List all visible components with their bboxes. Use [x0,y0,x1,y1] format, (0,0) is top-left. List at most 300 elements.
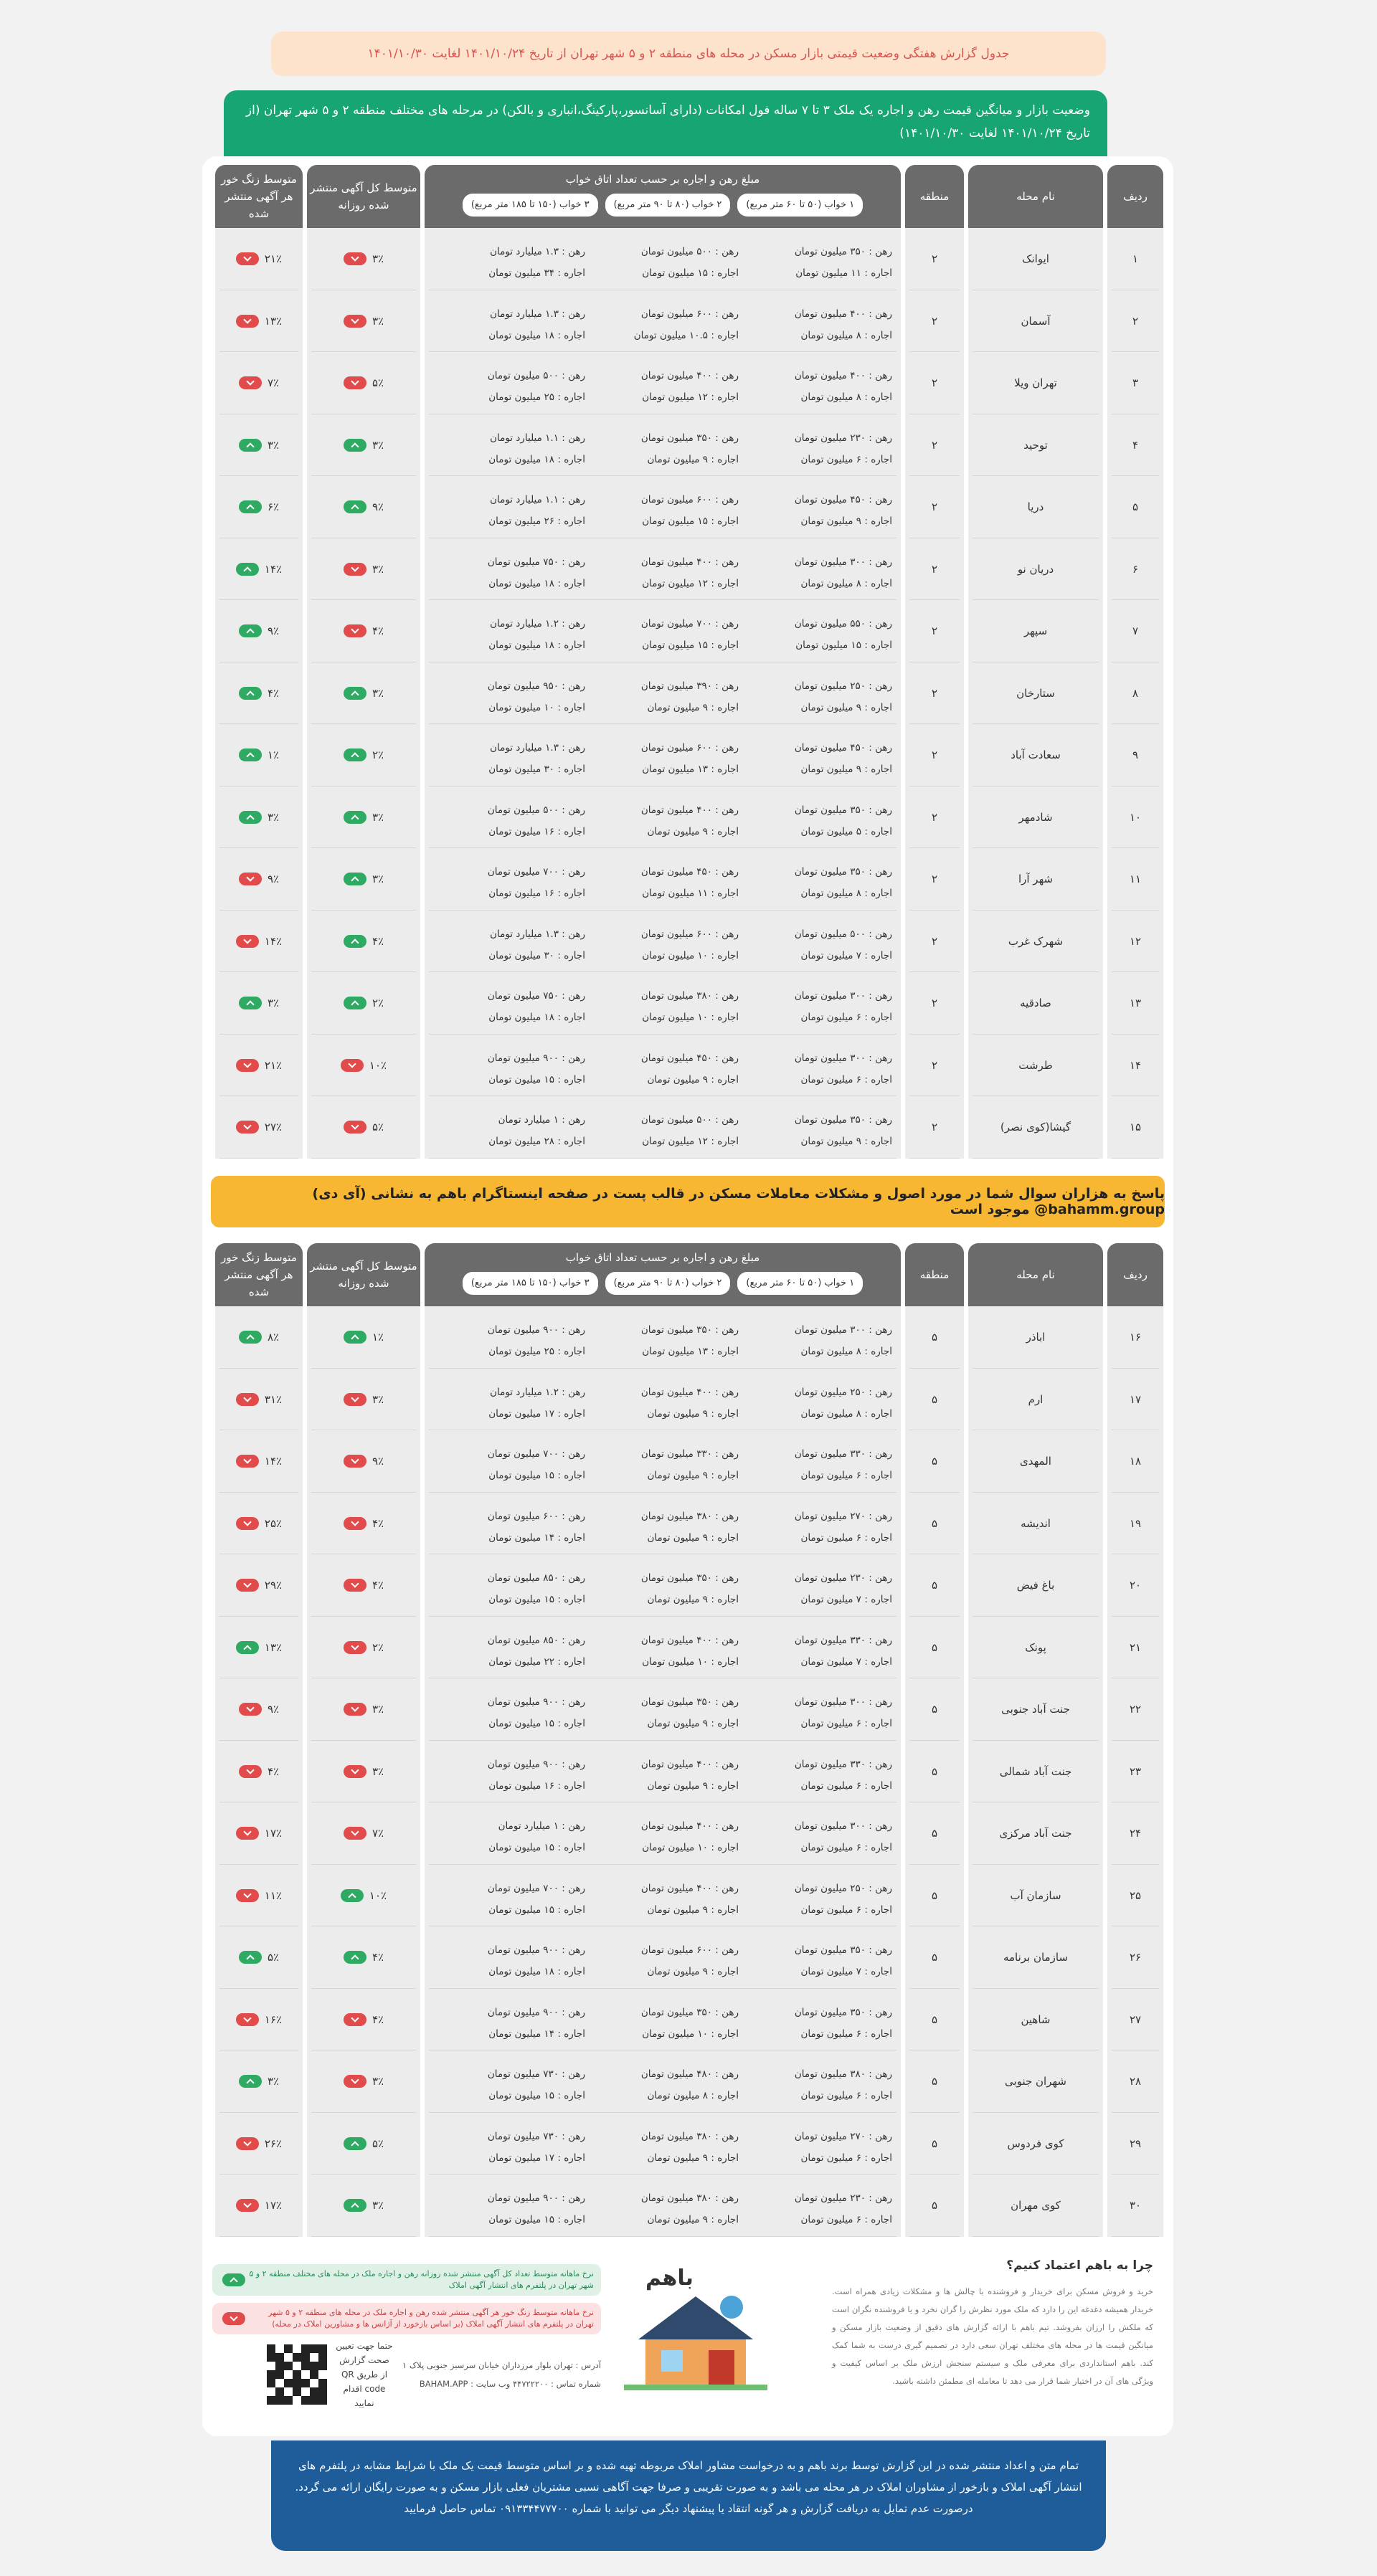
table-row [215,538,1163,601]
down-arrow-icon [236,2199,259,2212]
rent-value: اجاره : ۱۰ میلیون تومان [642,949,739,961]
calls-per-ad-cell [215,1926,303,1989]
region-number: ۵ [905,2050,964,2113]
up-arrow-icon [239,624,262,637]
mortgage-value: رهن : ۳۵۰ میلیون تومان [640,1324,739,1336]
rent-value: اجاره : ۱۶ میلیون تومان [488,825,585,837]
rent-value: اجاره : ۹ میلیون تومان [647,825,739,837]
mortgage-value: رهن : ۲۳۰ میلیون تومان [794,2192,892,2204]
daily-ads-percent: ۴٪ [372,1579,384,1592]
rent-value: اجاره : ۱۸ میلیون تومان [488,577,585,589]
mortgage-value: رهن : ۳۵۰ میلیون تومان [794,1944,892,1956]
mortgage-value: رهن : ۵۰۰ میلیون تومان [640,1114,739,1126]
mortgage-value: رهن : ۴۰۰ میلیون تومان [640,1386,739,1398]
mortgage-value: رهن : ۸۵۰ میلیون تومان [487,1634,585,1646]
bedroom-pills [463,194,863,217]
brand-logo: باهم [645,2266,694,2291]
daily-ads-cell [307,2050,420,2113]
calls-per-ad-percent: ۹٪ [267,624,280,638]
up-arrow-icon [344,873,366,885]
table-region-5 [215,1243,1163,2237]
down-arrow-icon [236,935,259,948]
calls-per-ad-percent: ۱۳٪ [264,1640,283,1654]
pill-three-bedroom: ۳ خواب (۱۵۰ تا ۱۸۵ متر مربع) [463,194,598,217]
legend-calls-per-ad-text: نرخ ماهانه متوسط زنگ خور هر آگهی منتشر شده رهن و اجاره ملک در محله های منطقه ۲ و ۵ شهر تهران در پلتفرم های انتشار آگهی املاک (بر اساس بازخورد از آژانس ها و مشاورین املاک در محله) [268,2308,594,2329]
table-row [215,972,1163,1035]
price-cell [425,724,901,786]
table-row [215,1741,1163,1803]
neighborhood-name: ستارخان [968,662,1103,725]
row-number: ۲۸ [1107,2050,1163,2113]
price-one-bedroom [742,303,892,346]
calls-per-ad-cell [215,2175,303,2237]
table-row [215,2175,1163,2237]
daily-ads-cell [307,2113,420,2175]
table-row [215,724,1163,786]
calls-per-ad-percent: ۷٪ [267,376,280,390]
daily-ads-cell [307,662,420,725]
calls-per-ad-percent: ۲۹٪ [264,1579,283,1592]
calls-per-ad-percent: ۳٪ [267,438,280,452]
price-two-bedroom [588,1047,739,1090]
calls-per-ad-cell [215,1802,303,1865]
rent-value: اجاره : ۹ میلیون تومان [800,1136,892,1147]
row-number: ۱۶ [1107,1306,1163,1369]
daily-ads-percent: ۵٪ [372,2137,384,2150]
down-arrow-icon [344,1827,366,1840]
mortgage-value: رهن : ۳۰۰ میلیون تومان [794,1324,892,1336]
rent-value: اجاره : ۸ میلیون تومان [800,1407,892,1420]
down-arrow-icon [344,315,366,328]
mortgage-value: رهن : ۴۵۰ میلیون تومان [640,866,739,878]
header-price-title: مبلغ رهن و اجاره بر حسب تعداد اتاق خواب [565,1251,760,1264]
up-arrow-icon [222,2273,245,2286]
mortgage-value: رهن : ۱ میلیارد تومان [498,1820,585,1832]
mortgage-value: رهن : ۲۳۰ میلیون تومان [794,1572,892,1584]
neighborhood-name: شهران جنوبی [968,2050,1103,2113]
mortgage-value: رهن : ۷۰۰ میلیون تومان [487,1448,585,1460]
daily-ads-cell [307,848,420,911]
row-number: ۱ [1107,228,1163,290]
daily-ads-cell [307,1369,420,1431]
rent-value: اجاره : ۲۵ میلیون تومان [488,1346,585,1357]
region-number: ۲ [905,786,964,849]
mortgage-value: رهن : ۵۵۰ میلیون تومان [794,618,892,629]
neighborhood-name: اندیشه [968,1493,1103,1555]
calls-per-ad-cell [215,352,303,414]
rent-value: اجاره : ۷ میلیون تومان [800,1594,892,1605]
rent-value: اجاره : ۹ میلیون تومان [800,701,892,713]
rent-value: اجاره : ۹ میلیون تومان [647,1779,739,1792]
up-arrow-icon [239,439,262,452]
neighborhood-name: اباذر [968,1306,1103,1369]
mortgage-value: رهن : ۲۷۰ میلیون تومان [794,1510,892,1522]
calls-per-ad-cell [215,290,303,353]
down-arrow-icon [344,252,366,265]
daily-ads-cell [307,538,420,601]
down-arrow-icon [236,1517,259,1530]
price-two-bedroom [588,675,739,718]
region-number: ۵ [905,1678,964,1741]
row-number: ۱۹ [1107,1493,1163,1555]
table-row [215,1989,1163,2051]
price-two-bedroom [588,1443,739,1486]
rent-value: اجاره : ۱۵ میلیون تومان [488,1073,585,1085]
down-arrow-icon [236,1827,259,1840]
row-number: ۲۱ [1107,1617,1163,1679]
daily-ads-percent: ۹٪ [372,500,384,514]
calls-per-ad-cell [215,1493,303,1555]
neighborhood-name: شهر آرا [968,848,1103,911]
price-cell [425,1989,901,2051]
mortgage-value: رهن : ۳۳۰ میلیون تومان [794,1448,892,1460]
price-one-bedroom [742,799,892,842]
mortgage-value: رهن : ۳۰۰ میلیون تومان [794,1052,892,1064]
calls-per-ad-cell [215,724,303,786]
mortgage-value: رهن : ۴۸۰ میلیون تومان [640,2068,739,2080]
price-cell [425,538,901,601]
daily-ads-cell [307,1989,420,2051]
down-arrow-icon [344,563,366,576]
rent-value: اجاره : ۱۳ میلیون تومان [642,764,739,775]
mortgage-value: رهن : ۴۰۰ میلیون تومان [640,1758,739,1770]
up-arrow-icon [344,439,366,452]
mortgage-value: رهن : ۹۰۰ میلیون تومان [487,1324,585,1336]
price-three-bedroom [435,489,585,532]
price-one-bedroom [742,1754,892,1797]
mortgage-value: رهن : ۳۵۰ میلیون تومان [794,246,892,257]
region-number: ۲ [905,662,964,725]
rent-value: اجاره : ۶ میلیون تومان [800,1531,892,1544]
mortgage-value: رهن : ۷۳۰ میلیون تومان [487,2130,585,2142]
price-cell [425,1741,901,1803]
price-one-bedroom [742,1382,892,1425]
price-one-bedroom [742,241,892,284]
daily-ads-cell [307,352,420,414]
contact-block [212,2343,601,2406]
rent-value: اجاره : ۸ میلیون تومان [800,1346,892,1357]
mortgage-value: رهن : ۳۳۰ میلیون تومان [640,1448,739,1460]
rent-value: اجاره : ۱۱ میلیون تومان [642,888,739,899]
calls-per-ad-cell [215,1865,303,1927]
price-cell [425,848,901,911]
daily-ads-percent: ۳٪ [372,1392,384,1406]
daily-ads-cell [307,724,420,786]
price-two-bedroom [588,737,739,780]
rent-value: اجاره : ۱۱ میلیون تومان [795,267,892,279]
down-arrow-icon [236,2137,259,2150]
rent-value: اجاره : ۲۲ میلیون تومان [488,1655,585,1668]
mortgage-value: رهن : ۳۵۰ میلیون تومان [794,866,892,878]
price-three-bedroom [435,2126,585,2169]
up-arrow-icon [344,1951,366,1964]
up-arrow-icon [239,1331,262,1344]
daily-ads-cell [307,476,420,538]
up-arrow-icon [341,1889,364,1902]
rent-value: اجاره : ۹ میلیون تومان [647,1470,739,1481]
rent-value: اجاره : ۷ میلیون تومان [800,949,892,961]
rent-value: اجاره : ۱۸ میلیون تومان [488,453,585,465]
region-number: ۵ [905,1617,964,1679]
daily-ads-cell [307,1306,420,1369]
daily-ads-cell [307,1865,420,1927]
price-one-bedroom [742,489,892,532]
qr-code[interactable] [267,2344,327,2405]
table-row [215,1306,1163,1369]
mortgage-value: رهن : ۴۰۰ میلیون تومان [640,1820,739,1832]
price-two-bedroom [588,2187,739,2230]
price-three-bedroom [435,303,585,346]
calls-per-ad-percent: ۲۵٪ [264,1516,283,1530]
daily-ads-percent: ۲٪ [372,748,384,762]
daily-ads-cell [307,290,420,353]
daily-ads-percent: ۳٪ [372,2199,384,2213]
header-row-number: ردیف [1107,1243,1163,1306]
price-three-bedroom [435,2002,585,2045]
mortgage-value: رهن : ۳۹۰ میلیون تومان [640,680,739,692]
price-three-bedroom [435,1630,585,1673]
daily-ads-cell [307,2175,420,2237]
daily-ads-percent: ۳٪ [372,686,384,700]
price-cell [425,476,901,538]
region-number: ۵ [905,1865,964,1927]
daily-ads-percent: ۴٪ [372,2012,384,2026]
up-arrow-icon [236,563,259,576]
neighborhood-name: کوی مهران [968,2175,1103,2237]
calls-per-ad-cell [215,1741,303,1803]
neighborhood-name: جنت آباد جنوبی [968,1678,1103,1741]
mortgage-value: رهن : ۴۰۰ میلیون تومان [640,804,739,816]
neighborhood-name: شهرک غرب [968,911,1103,973]
price-three-bedroom [435,427,585,470]
row-number: ۱۷ [1107,1369,1163,1431]
mortgage-value: رهن : ۳۸۰ میلیون تومان [640,990,739,1002]
rent-value: اجاره : ۱۶ میلیون تومان [488,888,585,899]
rent-value: اجاره : ۹ میلیون تومان [647,453,739,465]
price-two-bedroom [588,365,739,408]
table-row [215,2050,1163,2113]
calls-per-ad-percent: ۱۷٪ [264,1827,283,1840]
daily-ads-percent: ۴٪ [372,1516,384,1530]
rent-value: اجاره : ۲۸ میلیون تومان [488,1136,585,1147]
table-region-2 [215,165,1163,1159]
region-number: ۲ [905,414,964,477]
row-number: ۲۷ [1107,1989,1163,2051]
region-number: ۵ [905,1369,964,1431]
daily-ads-percent: ۲٪ [372,997,384,1010]
row-number: ۷ [1107,600,1163,662]
price-two-bedroom [588,303,739,346]
rent-value: اجاره : ۳۰ میلیون تومان [488,764,585,775]
price-two-bedroom [588,923,739,966]
calls-per-ad-percent: ۱۴٪ [264,562,283,576]
down-arrow-icon [236,1579,259,1592]
table-row [215,848,1163,911]
price-two-bedroom [588,427,739,470]
price-one-bedroom [742,365,892,408]
neighborhood-name: سازمان آب [968,1865,1103,1927]
mortgage-value: رهن : ۵۰۰ میلیون تومان [487,370,585,381]
mortgage-value: رهن : ۴۵۰ میلیون تومان [640,1052,739,1064]
rent-value: اجاره : ۶ میلیون تومان [800,1842,892,1853]
price-cell [425,2113,901,2175]
calls-per-ad-percent: ۱۱٪ [264,1888,283,1902]
rent-value: اجاره : ۱۵ میلیون تومان [488,1842,585,1853]
neighborhood-name: ارم [968,1369,1103,1431]
price-three-bedroom [435,1506,585,1549]
price-one-bedroom [742,861,892,904]
qr-instructions: حتما جهت تعیین صحت گزارش از طریق QR code اقدام نمایید [336,2341,393,2408]
rent-value: اجاره : ۱۰ میلیون تومان [642,1012,739,1023]
mortgage-value: رهن : ۶۰۰ میلیون تومان [640,1944,739,1956]
up-arrow-icon [344,748,366,761]
price-cell [425,414,901,477]
mortgage-value: رهن : ۹۰۰ میلیون تومان [487,2192,585,2204]
mortgage-value: رهن : ۸۵۰ میلیون تومان [487,1572,585,1584]
rent-value: اجاره : ۱۰ میلیون تومان [642,1842,739,1853]
table-row [215,1802,1163,1865]
calls-per-ad-percent: ۱۴٪ [264,1455,283,1468]
price-three-bedroom [435,1567,585,1610]
mortgage-value: رهن : ۳۸۰ میلیون تومان [640,2192,739,2204]
daily-ads-cell [307,1741,420,1803]
header-row-number: ردیف [1107,165,1163,228]
up-arrow-icon [239,1951,262,1964]
rent-value: اجاره : ۹ میلیون تومان [647,2214,739,2225]
daily-ads-percent: ۳٪ [372,1703,384,1716]
down-arrow-icon [236,1393,259,1406]
calls-per-ad-percent: ۶٪ [267,500,280,514]
row-number: ۳ [1107,352,1163,414]
region-number: ۵ [905,1926,964,1989]
mortgage-value: رهن : ۱ میلیارد تومان [498,1114,585,1126]
price-cell [425,2175,901,2237]
down-arrow-icon [239,1765,262,1778]
mortgage-value: رهن : ۷۵۰ میلیون تومان [487,556,585,568]
rent-value: اجاره : ۷ میلیون تومان [800,1966,892,1977]
row-number: ۱۸ [1107,1430,1163,1493]
region-number: ۵ [905,1554,964,1617]
mortgage-value: رهن : ۱.۳ میلیارد تومان [490,308,585,320]
rent-value: اجاره : ۳۴ میلیون تومان [488,267,585,279]
up-arrow-icon [344,997,366,1009]
calls-per-ad-percent: ۹٪ [267,873,280,886]
price-cell [425,228,901,290]
rent-value: اجاره : ۹ میلیون تومان [647,1904,739,1916]
rent-value: اجاره : ۶ میلیون تومان [800,1718,892,1729]
price-three-bedroom [435,1754,585,1797]
rent-value: اجاره : ۸ میلیون تومان [800,329,892,341]
neighborhood-name: دریا [968,476,1103,538]
price-one-bedroom [742,1109,892,1152]
daily-ads-percent: ۱٪ [372,1331,384,1344]
table-row [215,1430,1163,1493]
neighborhood-name: جنت آباد مرکزی [968,1802,1103,1865]
rent-value: اجاره : ۱۲ میلیون تومان [642,577,739,589]
region-number: ۲ [905,600,964,662]
calls-per-ad-cell [215,1369,303,1431]
calls-per-ad-cell [215,1035,303,1097]
mortgage-value: رهن : ۷۳۰ میلیون تومان [487,2068,585,2080]
mortgage-value: رهن : ۴۰۰ میلیون تومان [794,370,892,381]
price-cell [425,972,901,1035]
neighborhood-name: سعادت آباد [968,724,1103,786]
calls-per-ad-cell [215,911,303,973]
down-arrow-icon [239,1703,262,1716]
price-one-bedroom [742,1506,892,1549]
calls-per-ad-cell [215,972,303,1035]
rent-value: اجاره : ۹ میلیون تومان [800,515,892,527]
calls-per-ad-percent: ۳٪ [267,2075,280,2088]
price-two-bedroom [588,1630,739,1673]
up-arrow-icon [344,687,366,700]
calls-per-ad-percent: ۲۶٪ [264,2137,283,2150]
calls-per-ad-percent: ۱۷٪ [264,2199,283,2213]
neighborhood-name: طرشت [968,1035,1103,1097]
price-two-bedroom [588,613,739,656]
rent-value: اجاره : ۱۰ میلیون تومان [642,2028,739,2040]
region-number: ۵ [905,2175,964,2237]
price-three-bedroom [435,241,585,284]
header-region: منطقه [905,165,964,228]
calls-per-ad-cell [215,786,303,849]
calls-per-ad-cell [215,600,303,662]
calls-per-ad-cell [215,2050,303,2113]
table-row [215,1369,1163,1431]
region-number: ۵ [905,1306,964,1369]
table-row [215,414,1163,477]
daily-ads-cell [307,911,420,973]
down-arrow-icon [344,2075,366,2088]
mortgage-value: رهن : ۳۵۰ میلیون تومان [794,1114,892,1126]
down-arrow-icon [341,1059,364,1072]
price-three-bedroom [435,737,585,780]
table-row [215,911,1163,973]
calls-per-ad-percent: ۲۱٪ [264,252,283,266]
row-number: ۲۳ [1107,1741,1163,1803]
rent-value: اجاره : ۶ میلیون تومان [800,2214,892,2225]
mortgage-value: رهن : ۳۰۰ میلیون تومان [794,1820,892,1832]
calls-per-ad-percent: ۴٪ [267,686,280,700]
rent-value: اجاره : ۹ میلیون تومان [800,764,892,775]
up-arrow-icon [344,935,366,948]
price-cell [425,600,901,662]
region-number: ۲ [905,228,964,290]
daily-ads-percent: ۵٪ [372,1121,384,1134]
mortgage-value: رهن : ۲۵۰ میلیون تومان [794,1882,892,1894]
price-two-bedroom [588,2002,739,2045]
calls-per-ad-percent: ۲۷٪ [264,1121,283,1134]
daily-ads-percent: ۳٪ [372,2075,384,2088]
daily-ads-cell [307,1035,420,1097]
rent-value: اجاره : ۳۰ میلیون تومان [488,949,585,961]
mortgage-value: رهن : ۶۰۰ میلیون تومان [487,1510,585,1522]
region-number: ۵ [905,1989,964,2051]
price-two-bedroom [588,1939,739,1982]
table-body [215,1306,1163,2237]
mortgage-value: رهن : ۱.۲ میلیارد تومان [490,618,585,629]
calls-per-ad-cell [215,1554,303,1617]
calls-per-ad-percent: ۴٪ [267,1764,280,1778]
header-neighborhood: نام محله [968,165,1103,228]
daily-ads-percent: ۳٪ [372,873,384,886]
price-three-bedroom [435,2063,585,2106]
rent-value: اجاره : ۱۳ میلیون تومان [642,1346,739,1357]
price-cell [425,1306,901,1369]
row-number: ۱۵ [1107,1096,1163,1159]
pill-two-bedroom: ۲ خواب (۸۰ تا ۹۰ متر مربع) [605,1272,731,1295]
neighborhood-name: آسمان [968,290,1103,353]
